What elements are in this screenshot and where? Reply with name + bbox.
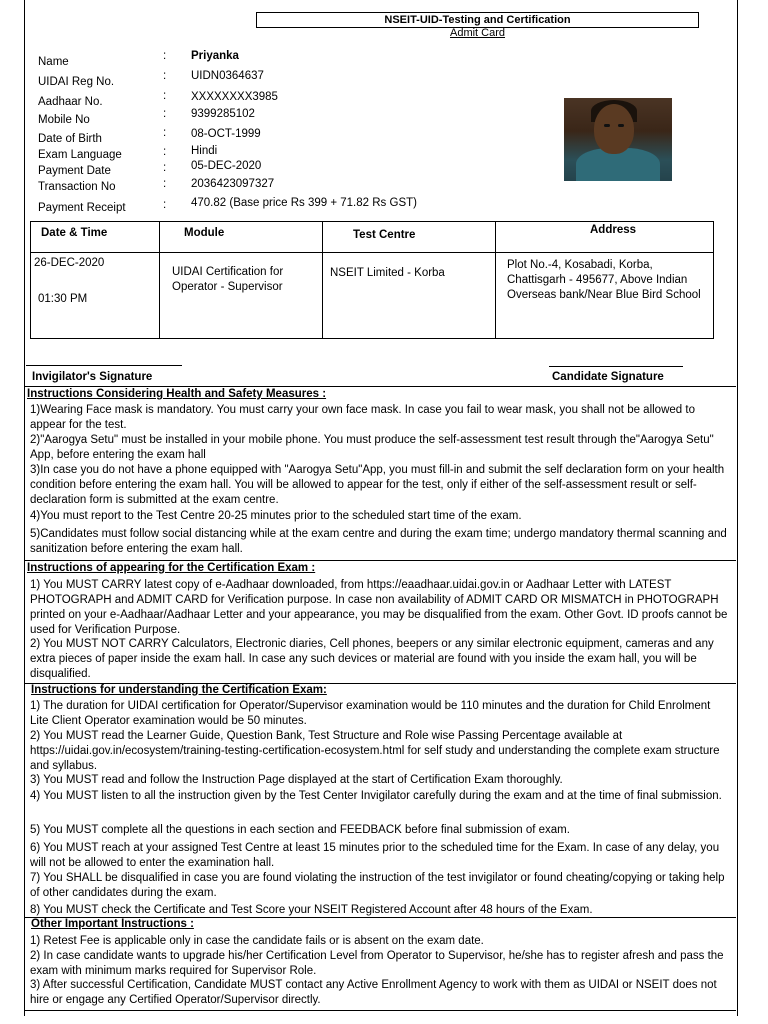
understanding-item-5: 5) You MUST complete all the questions in each section and FEEDBACK before final submission of exam. xyxy=(30,824,570,836)
invigilator-signature-label: Invigilator's Signature xyxy=(32,371,153,383)
colon: : xyxy=(163,108,167,120)
colon: : xyxy=(163,127,167,139)
exam-module-cell xyxy=(160,253,323,339)
other-section-title: Other Important Instructions : xyxy=(31,918,194,930)
appearing-item-2: 2) You MUST NOT CARRY Calculators, Electronic diaries, Cell phones, beepers or any similar electronic equipment, cameras and any extra pieces of paper inside the exam hall. In case any such devices or material are found with you inside the exam hall, you will be disqualified. xyxy=(30,638,714,680)
health-item-3: 3)In case you do not have a phone equipped with "Aarogya Setu"App, you must fill-in and submit the self declaration form on your health condition before entering the exam hall. You will be allowed to appear for the test, only if either of the self-assessment result or self-declaration form is submitted at the exam centre. xyxy=(30,464,725,506)
colon: : xyxy=(163,70,167,82)
health-item-5: 5)Candidates must follow social distancing while at the exam centre and during the exam time; undergo mandatory thermal scanning and sanitization before entering the exam hall. xyxy=(30,528,727,555)
health-item-1: 1)Wearing Face mask is mandatory. You must carry your own face mask. In case you fail to wear mask, you shall not be allowed to appear for the test. xyxy=(30,404,695,431)
section-divider xyxy=(24,1010,736,1011)
exam-date: 26-DEC-2020 xyxy=(34,257,105,269)
health-section-title: Instructions Considering Health and Safety Measures : xyxy=(27,388,327,400)
understanding-section-title: Instructions for understanding the Certification Exam: xyxy=(31,684,327,696)
payment-date-value: 05-DEC-2020 xyxy=(191,160,262,172)
understanding-item-8: 8) You MUST check the Certificate and Test Score your NSEIT Registered Account after 48 hours of the Exam. xyxy=(30,904,593,916)
mobile-value: 9399285102 xyxy=(191,108,255,120)
colon: : xyxy=(163,178,167,190)
payment-receipt-label: Payment Receipt xyxy=(38,202,126,214)
invigilator-signature-line xyxy=(26,365,182,366)
document-title: NSEIT-UID-Testing and Certification xyxy=(256,12,699,28)
transaction-value: 2036423097327 xyxy=(191,178,275,190)
payment-date-label: Payment Date xyxy=(38,165,111,177)
colon: : xyxy=(163,146,167,158)
appearing-section-title: Instructions of appearing for the Certification Exam : xyxy=(27,562,316,574)
dob-label: Date of Birth xyxy=(38,133,102,145)
table-header-address: Address xyxy=(496,222,714,253)
health-item-2: 2)"Aarogya Setu" must be installed in your mobile phone. You must produce the self-assessment test result through the"Aarogya Setu" App, before entering the exam hall xyxy=(30,434,714,461)
section-divider xyxy=(24,560,736,561)
colon: : xyxy=(163,199,167,211)
candidate-signature-line xyxy=(549,366,683,367)
exam-language-value: Hindi xyxy=(191,145,218,157)
health-item-4: 4)You must report to the Test Centre 20-25 minutes prior to the scheduled start time of the exam. xyxy=(30,510,522,522)
aadhaar-value: XXXXXXXX3985 xyxy=(191,91,278,103)
understanding-item-7: 7) You SHALL be disqualified in case you are found violating the instruction of the test invigilator or found cheating/copying or taking help of other candidates during the exam. xyxy=(30,872,725,899)
section-divider xyxy=(24,386,736,387)
aadhaar-label: Aadhaar No. xyxy=(38,96,103,108)
exam-address: Plot No.-4, Kosabadi, Korba, Chattisgarh - 495677, Above Indian Overseas bank/Near Blue Bird School xyxy=(507,259,701,301)
colon: : xyxy=(163,162,167,174)
exam-module: UIDAI Certification for Operator - Supervisor xyxy=(172,266,284,293)
understanding-item-1: 1) The duration for UIDAI certification for Operator/Supervisor examination would be 110 minutes and the duration for Child Enrolment Lite Client Operator examination would be 50 minutes. xyxy=(30,700,711,727)
colon: : xyxy=(163,90,167,102)
candidate-signature-label: Candidate Signature xyxy=(552,371,664,383)
payment-receipt-value: 470.82 (Base price Rs 399 + 71.82 Rs GST) xyxy=(191,197,417,209)
table-header-test-centre: Test Centre xyxy=(323,222,496,253)
other-item-1: 1) Retest Fee is applicable only in case the candidate fails or is absent on the exam date. xyxy=(30,935,484,947)
other-item-3: 3) After successful Certification, Candidate MUST contact any Active Enrollment Agency to work with them as UIDAI or NSEIT does not hire or engage any Certified Operator/Supervisor directly. xyxy=(30,979,717,1006)
understanding-item-4: 4) You MUST listen to all the instruction given by the Test Center Invigilator carefully during the exam and at the time of final submission. xyxy=(30,790,722,802)
exam-centre-cell xyxy=(323,253,496,339)
exam-address-cell xyxy=(496,253,714,339)
table-header-date-time: Date & Time xyxy=(31,222,160,253)
document-subtitle: Admit Card xyxy=(449,27,506,39)
table-header-module: Module xyxy=(160,222,323,253)
uidai-reg-label: UIDAI Reg No. xyxy=(38,76,115,88)
understanding-item-6: 6) You MUST reach at your assigned Test Centre at least 15 minutes prior to the scheduled time for the Exam. In case of any delay, you will not be allowed to enter the examination hall. xyxy=(30,842,720,869)
name-value: Priyanka xyxy=(191,50,239,62)
appearing-item-1: 1) You MUST CARRY latest copy of e-Aadhaar downloaded, from https://eaadhaar.uidai.gov.in or Aadhaar Letter with LATEST PHOTOGRAPH and ADMIT CARD for Verification purpose. In case non availability of ADMIT CARD OR MISMATCH in PHOTOGRAPH printed on your e-Aadhaar/Aadhaar Letter and your appearance, you may be disqualified from the exam. Other Govt. ID proofs cannot be used for Verification Purpose. xyxy=(30,579,728,636)
transaction-label: Transaction No xyxy=(38,181,116,193)
candidate-photo xyxy=(564,98,672,181)
exam-schedule-table xyxy=(30,221,714,339)
understanding-item-3: 3) You MUST read and follow the Instruction Page displayed at the start of Certification Exam thoroughly. xyxy=(30,774,563,786)
mobile-label: Mobile No xyxy=(38,114,90,126)
exam-date-time-cell xyxy=(31,253,160,339)
uidai-reg-value: UIDN0364637 xyxy=(191,70,264,82)
exam-centre: NSEIT Limited - Korba xyxy=(330,267,445,279)
colon: : xyxy=(163,50,167,62)
exam-time: 01:30 PM xyxy=(38,293,88,305)
dob-value: 08-OCT-1999 xyxy=(191,128,261,140)
understanding-item-2: 2) You MUST read the Learner Guide, Question Bank, Test Structure and Role wise Passing Percentage available at https://uidai.gov.in/ecosystem/training-testing-certification-ecosystem.html for self study and understanding the complete exam structure and syllabus. xyxy=(30,730,720,772)
exam-language-label: Exam Language xyxy=(38,149,122,161)
other-item-2: 2) In case candidate wants to upgrade his/her Certification Level from Operator to Supervisor, he/she has to register afresh and pass the exam with minimum marks required for Supervisor Role. xyxy=(30,950,724,977)
name-label: Name xyxy=(38,56,69,68)
